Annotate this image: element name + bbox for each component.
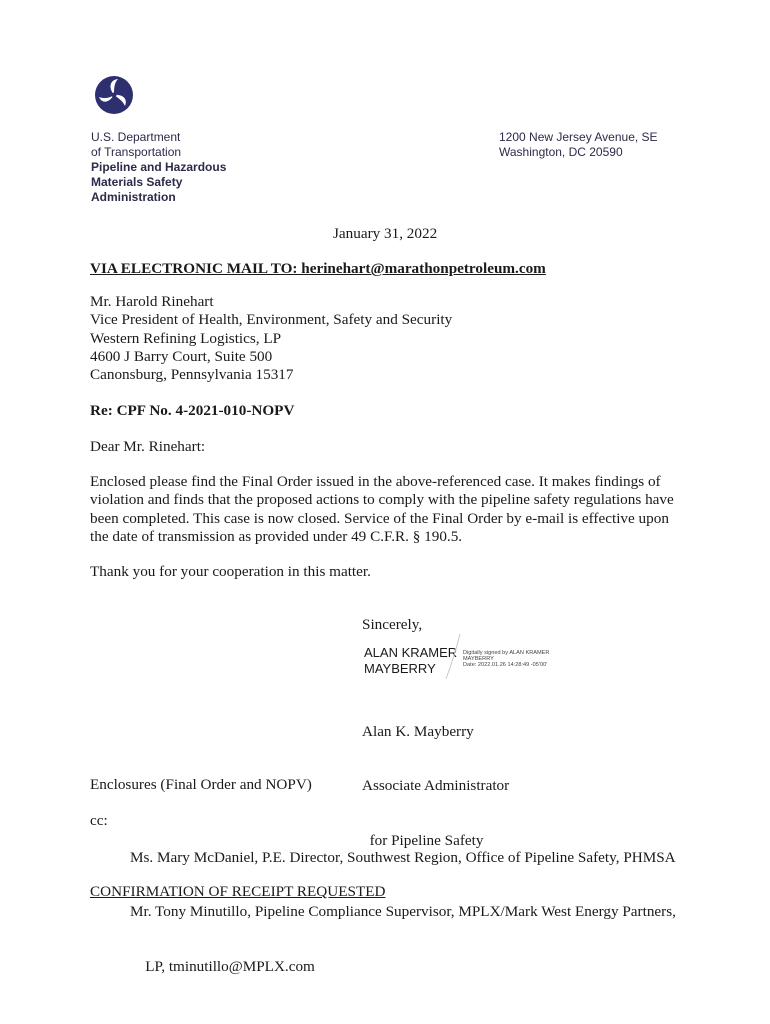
signature-name-line: MAYBERRY xyxy=(364,660,436,676)
signature-detail-line: MAYBERRY xyxy=(463,656,494,663)
address-line: 1200 New Jersey Avenue, SE xyxy=(499,130,658,144)
signature-name-line: ALAN KRAMER xyxy=(364,645,458,660)
body-line: the date of transmission as provided under 49 C.F.R. § 190.5. xyxy=(90,527,463,545)
via-email-line: VIA ELECTRONIC MAIL TO: herinehart@marathonpetroleum.com xyxy=(90,260,546,277)
dot-logo-icon xyxy=(94,75,134,115)
recipient-line: Vice President of Health, Environment, Safety and Security xyxy=(90,311,453,329)
cc-line: Ms. Mary McDaniel, P.E. Director, Southwest Region, Office of Pipeline Safety, PHMSA xyxy=(130,848,676,866)
agency-line: of Transportation xyxy=(91,145,182,159)
signer-line: for Pipeline Safety xyxy=(362,832,484,850)
recipient-line: Mr. Harold Rinehart xyxy=(90,293,214,310)
cc-list xyxy=(130,812,676,995)
agency-block xyxy=(91,130,226,205)
body-line: been completed. This case is now closed. Service of the Final Order by e-mail is effective upon xyxy=(90,509,669,527)
recipient-block xyxy=(90,293,452,384)
signature-detail-line: Date: 2022.01.26 14:28:49 -05'00' xyxy=(463,662,548,669)
digital-signature-details xyxy=(463,650,549,669)
administration-line: Pipeline and Hazardous xyxy=(91,160,227,174)
reference-line: Re: CPF No. 4-2021-010-NOPV xyxy=(90,402,295,419)
signer-line: Alan K. Mayberry xyxy=(362,722,474,740)
recipient-line: Western Refining Logistics, LP xyxy=(90,329,282,347)
letter-date: January 31, 2022 xyxy=(333,225,438,242)
body-line: violation and finds that the proposed actions to comply with the pipeline safety regulations have xyxy=(90,491,674,509)
address-block xyxy=(499,130,658,160)
recipient-line: Canonsburg, Pennsylvania 15317 xyxy=(90,366,294,384)
enclosures-line: Enclosures (Final Order and NOPV) xyxy=(90,776,312,793)
recipient-line: 4600 J Barry Court, Suite 500 xyxy=(90,347,273,365)
signature-detail-line: Digitally signed by ALAN KRAMER xyxy=(463,650,550,656)
salutation: Dear Mr. Rinehart: xyxy=(90,438,206,455)
address-line: Washington, DC 20590 xyxy=(499,145,623,159)
body-paragraph xyxy=(90,473,674,546)
agency-line: U.S. Department xyxy=(91,130,181,144)
closing: Sincerely, xyxy=(362,616,423,633)
body-line: Enclosed please find the Final Order issued in the above-referenced case. It makes findings of xyxy=(90,473,661,490)
thanks-line: Thank you for your cooperation in this matter. xyxy=(90,563,371,580)
cc-line: Mr. Tony Minutillo, Pipeline Compliance Supervisor, MPLX/Mark West Energy Partners, xyxy=(130,903,676,921)
cc-label: cc: xyxy=(90,812,108,829)
confirmation-requested: CONFIRMATION OF RECEIPT REQUESTED xyxy=(90,883,386,900)
signer-line: Associate Administrator xyxy=(362,777,510,795)
administration-line: Administration xyxy=(91,190,176,204)
cc-line: LP, tminutillo@MPLX.com xyxy=(130,958,315,976)
administration-line: Materials Safety xyxy=(91,175,183,189)
